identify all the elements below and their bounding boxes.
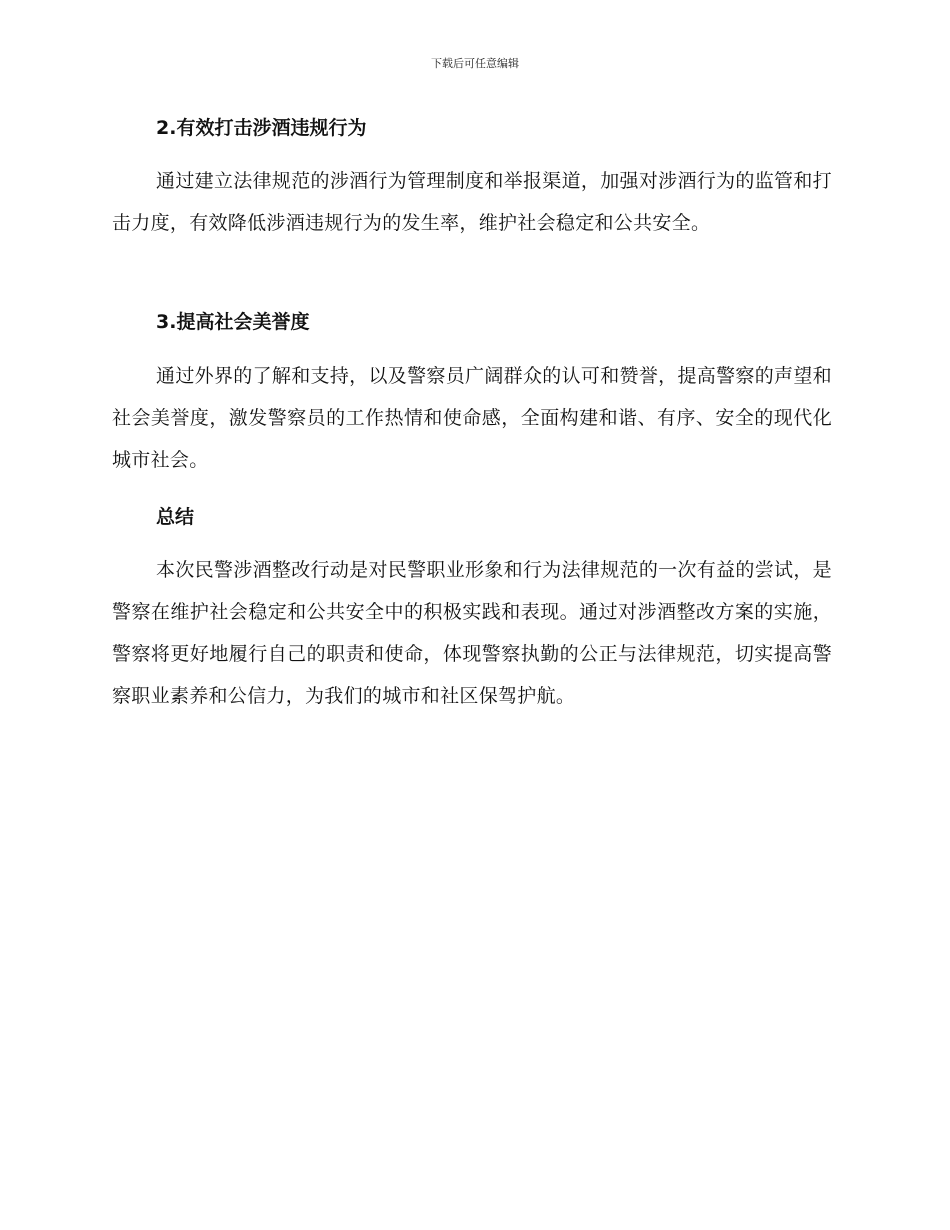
paragraph-text: 通过外界的了解和支持，以及警察员广阔群众的认可和赞誉，提高警察的声望和社会美誉度，激发警察员的工作热情和使命感，全面构建和谐、有序、安全的现代化城市社会。 <box>112 365 832 471</box>
paragraph-text: 本次民警涉酒整改行动是对民警职业形象和行为法律规范的一次有益的尝试，是警察在维护社会稳定和公共安全中的积极实践和表现。通过对涉酒整改方案的实施，警察将更好地履行自己的职责和使命，体现警察执勤的公正与法律规范，切实提高警察职业素养和公信力，为我们的城市和社区保驾护航。 <box>112 559 832 707</box>
section-heading-summary <box>112 503 832 531</box>
page-header: 下载后可任意编辑 <box>431 57 519 70</box>
section-heading-text: 2.有效打击涉酒违规行为 <box>156 117 367 139</box>
section-heading-effective-crackdown <box>112 114 832 142</box>
section-paragraph-effective-crackdown <box>112 160 832 244</box>
section-heading-text: 总结 <box>156 506 195 528</box>
section-paragraph-reputation <box>112 355 832 481</box>
section-heading-text: 3.提高社会美誉度 <box>156 311 310 333</box>
section-paragraph-summary <box>112 549 832 717</box>
section-heading-reputation <box>112 308 832 336</box>
paragraph-text: 通过建立法律规范的涉酒行为管理制度和举报渠道，加强对涉酒行为的监管和打击力度，有效降低涉酒违规行为的发生率，维护社会稳定和公共安全。 <box>112 170 832 234</box>
